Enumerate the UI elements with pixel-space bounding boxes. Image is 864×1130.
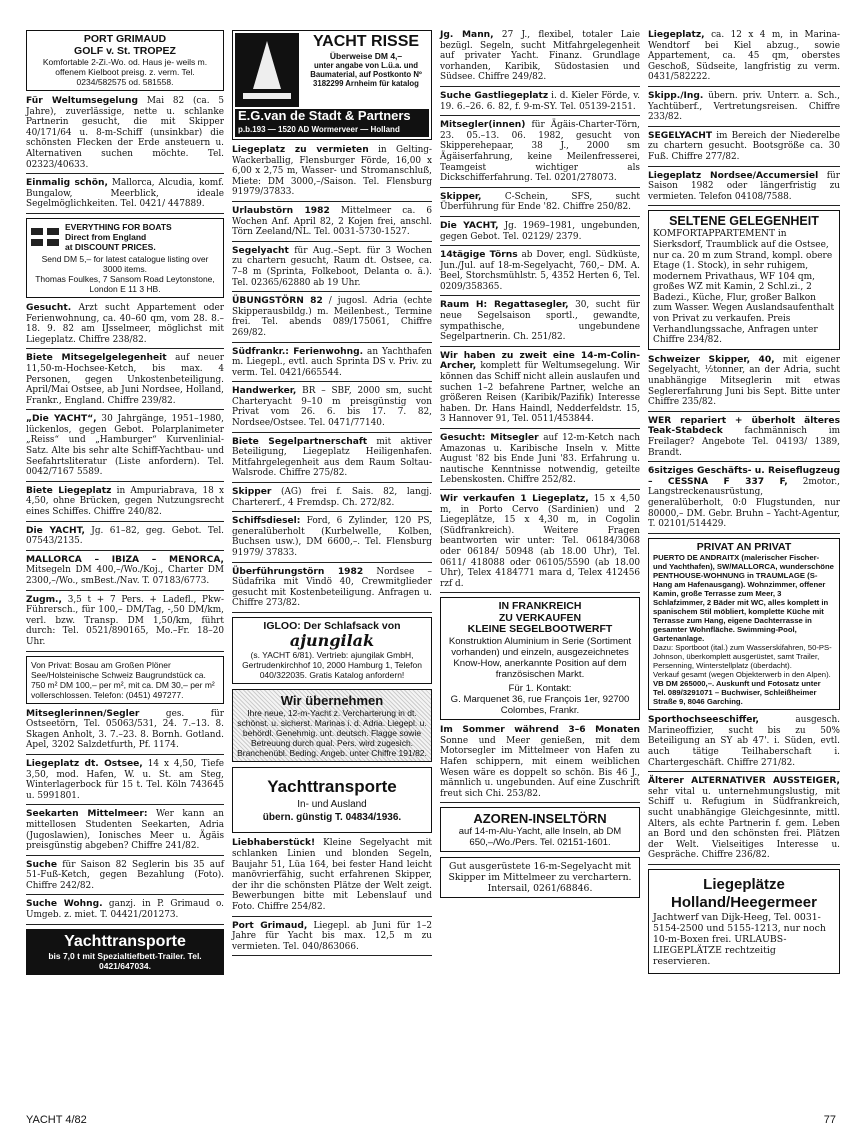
ad-body: Ford, 6 Zylinder, 120 PS, generalüberholt (Kurbelwelle, Kolben, Buchsen usw.), DM 6600,–. Tel. Flensburg 91979/ 37833. — [232, 516, 432, 558]
ad-headline: Liegeplatz Nordsee/Accumersiel — [648, 170, 819, 181]
ad-header — [31, 222, 219, 252]
ad-headline: Wir verkaufen 1 Liegeplatz, — [440, 493, 589, 504]
ad-title: ZU VERKAUFEN — [498, 611, 582, 624]
classified-ad — [232, 386, 432, 432]
ad-headline: Suche Gastliegeplatz — [440, 90, 549, 101]
ad-body: ges. für Ostseetörn, Tel. 05063/531, 24. 7.–13. 8. Skagen Anholt, 3. 7.–23. 8. Bornh. Gotland. Apel, 3202 Salzdetfurth, Pf. 1174. — [26, 708, 224, 751]
ad-headline: Schiffsdiesel: — [232, 516, 301, 527]
ad-body: für Aug.–Sept. für 3 Wochen zu chartern gesucht, Raum dt. Ostsee, ca. 7–8 m (Sprinta, Folkeboot, Delanta o. ä.). Tel. 02365/62880 ab 19 Uhr. — [232, 245, 432, 288]
classified-ad — [232, 206, 432, 242]
ad-body: Überweise DM 4,– — [329, 51, 403, 61]
classified-ad — [232, 487, 432, 512]
ad-body: Sonne und Meer genießen, mit dem Motorsegler im Mittelmeer von Hafen zu Hafen schippern, mit einem weiblichen Wesen wäre es doppelt so schön. Bis 46 J., männlich u. ungebunden. Auf eine Zuschrift freut sich Chi. 253/82. — [440, 735, 640, 799]
ad-headline: Die YACHT, — [26, 525, 85, 536]
classified-ad — [440, 300, 640, 346]
classified-ad — [26, 899, 224, 924]
classified-ad — [232, 437, 432, 483]
ad-headline: Suche Wohng. — [26, 899, 103, 910]
footer-issue: YACHT 4/82 — [26, 1114, 87, 1126]
ad-address: p.b.193 — 1520 AD Wormerveer — Holland — [235, 123, 429, 137]
ad-body: PUERTO DE ANDRAITX (malerischer Fischer- und Yachthafen), SW/MALLORCA, wunderschöne PENTHOUSE-WOHNUNG in TRAUMLAGE (S-Hang am Hafenausgang). Wohnzimmer, offener Kamin, große Terrasse zum Meer, 3 Schlafzimmer, 2 Bäder mit WC, alles komplett in spanischem Stil möbliert, komplette Küche mit Terrasse zum Hang, eigene Dachterrasse in gesamter Wohnfläche. Swimming-Pool, Gartenanlage. — [653, 553, 834, 644]
ad-headline: Älterer ALTERNATIVER AUSSTEIGER, — [648, 776, 840, 787]
classified-ad — [440, 221, 640, 246]
ad-body: Mallorca, Alcudia, komf. Bungalow, Meerblick, ideale Segelmöglichkeiten. Tel. 0421/ 447889. — [26, 178, 224, 210]
classified-ad — [232, 145, 432, 202]
classified-ad — [232, 838, 432, 916]
classified-ad — [232, 347, 432, 383]
ad-subtitle: Direct from England — [65, 231, 147, 242]
display-ad — [26, 30, 224, 91]
ad-headline: Liegeplatz dt. Ostsee, — [26, 758, 143, 769]
ad-body: In- und Ausland — [297, 799, 367, 811]
classified-ad — [26, 353, 224, 410]
ad-body: Konstruktion Aluminium in Serie (Sortiment vorhanden) und einzeln, ausgezeichnetes Know-How, anerkannte Position auf dem französischen Markt. — [448, 635, 632, 681]
ad-body: Mittelmeer ca. 6 Wochen Anf. April 82, 2 Kojen frei, anschl. Törn Zeeland/NL. Tel. 0031-5730-1527. — [232, 205, 432, 238]
display-ad-transport — [26, 929, 224, 975]
ad-body: Verkauf gesamt (wegen Objekterwerb in den Alpen). — [653, 670, 831, 680]
ad-body: bis 7,0 t mit Spezialtiefbett-Trailer. Tel. 0421/647034. — [48, 950, 202, 971]
classified-ad — [26, 595, 224, 652]
ad-body: Kleine Segelyacht mit schlanken Linien und blonden Segeln, Baujahr 51, Lüa 164, bei fester Hand leicht manövrierfähig, sucht erfahrenen Skipper, der ihr die schönsten Plätze der Welt zeigt. Bewerbungen bitte mit Lebenslauf und Foto. Chiffre 254/82. — [232, 838, 432, 913]
classified-ad — [26, 555, 224, 591]
ad-body: auf neuer 11,50-m-Hochsee-Ketch, bis max. 4 Personen, gegen Unkostenbeteiligung. April/Mai Ostsee, ab Juni Nordsee, Holland, Frankr., England. Chiffre 239/82. — [26, 353, 224, 406]
ad-body: unter angabe von L.ü.a. und Baumaterial, auf Postkonto Nº 3182299 Arnheim für katalog — [310, 61, 422, 88]
ad-body: übern. priv. Unterr. a. Sch., Yachtüberf., Vertretungsreisen. Chiffre 233/82. — [648, 90, 840, 123]
ad-body: 30 Jahrgänge, 1951–1980, lückenlos, gegen Gebot. Polarplanimeter „Reiss“ und „Hamburger“ Kurvenlinial-Satz. Alte bis sehr alte Schiff-Yachtbau- und Seefahrtsliteratur (Liste anfordern). Tel. 0042/7167 5589. — [26, 414, 224, 478]
display-ad-shipyard — [440, 597, 640, 720]
classified-ad — [648, 30, 840, 87]
classified-ad — [440, 30, 640, 87]
classified-ad — [26, 178, 224, 214]
ad-headline: Suche — [26, 859, 58, 870]
ad-body: Wer kann an mittellosen Studenten Seekarten, Adria (Jugoslawien), Ionisches Meer u. Ägäis preisgünstig abgeben? Chiffre 241/82. — [26, 809, 224, 852]
classified-ad — [648, 91, 840, 127]
ad-headline: Urlaubstörn 1982 — [232, 205, 330, 216]
display-ad-charter — [232, 689, 432, 762]
ad-headline: Für Weltumsegelung — [26, 96, 138, 106]
ad-body: Jg. 61–82, geg. Gebot. Tel. 07543/2135. — [26, 525, 224, 547]
ad-headline: SEGELYACHT — [648, 130, 713, 141]
ad-body: für Saison 82 Seglerin bis 35 auf 51-Fuß-Ketch, gegen Bezahlung (Foto). Chiffre 242/82. — [26, 859, 224, 891]
ad-title: IGLOO: Der Schlafsack von — [263, 619, 401, 632]
ad-title: PRIVAT AN PRIVAT — [696, 540, 792, 553]
classified-ad — [648, 715, 840, 772]
ad-title: IN FRANKREICH — [498, 600, 582, 613]
classified-ad — [648, 171, 840, 207]
ad-body: mit eigener Segelyacht, ½tonner, an der Adria, sucht unabhängige Mitseglerin mit etwas Seglererfahrung Juni bis Sept. Bitte unter Chiffre 235/82. — [648, 354, 840, 408]
classified-ad — [26, 759, 224, 805]
ad-headline: ÜBUNGSTÖRN 82 — [232, 296, 323, 307]
ad-body: i. d. Kieler Förde, v. 19. 6.–26. 6. 82, f. 9-m-SY. Tel. 05139-2151. — [440, 90, 640, 112]
ad-headline: WER repariert + überholt älteres Teak-Stabdeck — [648, 415, 840, 437]
classified-ad — [26, 809, 224, 855]
ad-headline: Sporthochseeschiffer, — [648, 715, 760, 726]
classified-ad — [232, 921, 432, 957]
ad-body: Liegepl. ab Juni für 1–2 Jahre für Yacht bis max. 12,5 m zu vermieten. Tel. 040/863066. — [232, 920, 433, 952]
classified-ad — [648, 776, 840, 865]
ad-title: Liegeplätze — [703, 875, 785, 893]
ad-body: KOMFORTAPPARTEMENT in Sierksdorf, Traumblick auf die Ostsee, nur ca. 20 m zum Strand, kompl. obere Etage (1. Stock), in sehr ruhigem, modernem Privathaus, WF 104 qm, großes WZ mit Kamin, 2 Schl.zi., 2 Badezi., Küche, Flur, großer Balkon zum Wasser. Wegen Auslandsaufenthalt von Privat zu verkaufen. Preis Verhandlungssache, Anfragen unter Chiffre 234/82. — [653, 229, 835, 346]
classified-ad — [648, 416, 840, 462]
ad-body: / jugosl. Adria (echte Skipperausbildg.) m. Meilenbest., Termine frei. Tel. abends 089/175061, Chiffre 269/82. — [232, 296, 432, 338]
classified-ad — [648, 131, 840, 167]
ad-body: C-Schein, SFS, sucht Überführung für Ende '82. Chiffre 250/82. — [440, 191, 640, 213]
ad-headline: Einmalig schön, — [26, 178, 108, 189]
ad-headline: Skipp./Ing. — [648, 90, 704, 101]
classified-ad — [232, 516, 432, 562]
ad-title: Yachttransporte — [64, 932, 186, 950]
ad-body: auf 12-m-Ketch nach Amazonas u. Karibische Inseln v. Mitte August '82 bis Ende Juni '83. Erfahrung u. nautische Kenntnisse notwendig, geteilte Lebenskosten. Chiffre 252/82. — [440, 433, 640, 486]
ad-body: ausgesch. Marineoffizier, sucht bis zu 50% Beteiligung an SY ab 47'. i. Süden, evtl. auch tätige Teilhaberschaft i. Chartergeschäft. Chiffre 271/82. — [648, 715, 840, 768]
classified-ad — [26, 303, 224, 349]
ad-header-text — [65, 222, 172, 252]
ad-headline: Port Grimaud, — [232, 920, 308, 931]
ad-body: auf 14-m-Alu-Yacht, alle Inseln, ab DM 650,–/Wo./Pers. Tel. 02151-1601. — [458, 826, 622, 849]
ad-title: SELTENE GELEGENHEIT — [669, 214, 819, 229]
ad-headline: Jg. Mann, — [440, 30, 494, 40]
display-ad-appartement — [648, 210, 840, 350]
classified-ad — [440, 494, 640, 593]
ad-title: PORT GRIMAUD — [83, 33, 167, 45]
classified-ad — [440, 351, 640, 429]
classified-ad — [440, 192, 640, 217]
classified-ad — [26, 414, 224, 482]
ad-body: an Yachthafen m. Liegepl., evtl. auch Sprinta DS v. Priv. zu verm. Tel. 0421/665544. — [232, 346, 432, 378]
ad-body: Jg. 1969–1981, ungebunden, gegen Gebot. Tel. 02129/ 2379. — [440, 220, 640, 242]
classified-ad — [26, 709, 224, 755]
ad-headline: Überführungstörn 1982 — [232, 566, 364, 577]
ad-body: (AG) frei f. Sais. 82, langj. Chartererf., 4 Fremdsp. Ch. 272/82. — [232, 487, 432, 508]
ad-headline: Mitseglerinnen/Segler — [26, 708, 140, 719]
classified-ad — [26, 526, 224, 551]
classified-ad — [440, 120, 640, 188]
ad-body: 15 x 4,50 m, in Porto Cervo (Sardinien) und 2 Liegeplätze, 15 x 4,30 m, in Cogolin (Südfrankreich). Weitere Fragen beantworten wir unter: Tel. 06184/3068 oder 06184/ 50948 (ab 18.00 Uhr), Tel. 0611/ 418088 oder 06105/5590 (ab 18.00 Uhr), Telex 4184771 mara d, Telex 412456 rzf d. — [440, 493, 640, 589]
ad-headline: Liegeplatz zu vermieten — [232, 145, 369, 155]
ad-body: Mitsegeln DM 400,–/Wo./Koj., Charter DM 2300,–/Wo., smBest./Nav. T. 07183/6773. — [26, 565, 224, 586]
ad-body: für Saison 1982 oder längerfristig zu vermieten. Telefon 04108/7588. — [648, 170, 840, 202]
display-ad-liegeplaetze — [648, 869, 840, 974]
ad-headline: Südfrankr.: Ferienwohng. — [232, 346, 364, 357]
ad-headline: Raum H: Regattasegler, — [440, 300, 569, 311]
ad-body: ab Dover, engl. Südküste, Jun./Jul. auf 18-m-Segelyacht, 760,– DM. A. Beel, Storchsmühlstr. 5, 4352 Herten 6, Tel. 0209/358365. — [440, 250, 640, 292]
classified-ad — [232, 567, 432, 613]
classified-ad — [26, 486, 224, 522]
ad-headline: Segelyacht — [232, 245, 289, 256]
classified-ad — [648, 466, 840, 534]
ad-subtitle: at DISCOUNT PRICES. — [65, 241, 156, 252]
display-ad: Von Privat: Bosau am Großen Plöner See/Holsteinische Schweiz Baugrundstück ca. 750 m² DM 100,– per m², mit ca. DM 30,– per m² vollerschlossen. Telefon: (0451) 497277. — [26, 656, 224, 704]
ad-body: BR – SBF, 2000 sm, sucht Charteryacht 9–10 m preisgünstig von Privat vom 26. 6. bis 17. 7. 82, Nordsee/Ostsee. Tel. 0471/77140. — [232, 386, 432, 429]
column-4 — [648, 30, 840, 979]
display-ad-azoren — [440, 807, 640, 852]
ad-body: ganzj. in P. Grimaud o. Umgeb. z. miet. T. 04421/201273. — [26, 899, 224, 921]
ad-headline: Die YACHT, — [440, 220, 499, 231]
ad-body: 30, sucht für neue Segelsaison sportl., gewandte, sympathische, ungebundene Segelpartnerin. Ch. 251/82. — [440, 300, 640, 343]
ad-headline: Schweizer Skipper, 40, — [648, 354, 775, 365]
ad-title: AZOREN-INSELTÖRN — [473, 811, 607, 827]
ad-headline: Biete Mitsegelgelegenheit — [26, 353, 167, 364]
ad-headline: Seekarten Mittelmeer: — [26, 809, 148, 820]
ad-headline: 14tägige Törns — [440, 250, 518, 261]
ad-headline: Wir haben zu zweit eine 14-m-Colin-Archer, — [440, 350, 640, 372]
ad-body: im Bereich der Niederelbe zu chartern gesucht. Bootsgröße ca. 30 Fuß. Chiffre 277/82. — [648, 130, 840, 162]
ad-brand: ajungilak — [289, 631, 375, 651]
ad-headline: Biete Liegeplatz — [26, 485, 112, 496]
classified-ad — [440, 250, 640, 296]
ad-headline: MALLORCA – IBIZA – MENORCA, — [26, 554, 224, 565]
ad-headline: Gesucht. — [26, 302, 72, 313]
column-3 — [440, 30, 640, 903]
ad-title: KLEINE SEGELBOOTWERFT — [467, 623, 613, 636]
column-2 — [232, 30, 432, 960]
classified-ad — [440, 91, 640, 116]
ad-headline: 6sitziges Geschäfts- u. Reiseflugzeug – CESSNA F 337 F, — [648, 466, 840, 487]
ad-body: Thomas Foulkes, 7 Sansom Road Leytonstone, London E 11 3 HB. — [35, 273, 215, 294]
ad-body: komplett für Weltumsegelung. Wir können das Schiff nicht allein auslaufen und suchen 1–2 befahrene Partner, welche an größeren Reisen (Karibik/Pazifik) Interesse haben. Dr. Hans Haindl, Nedderfeldstr. 15, 3 Hannover 91, Tel. 0511/453844. — [440, 361, 640, 425]
ad-body: Für 1. Kontakt: — [508, 682, 572, 694]
classified-ad — [232, 246, 432, 292]
ad-headline: Biete Segelpartnerschaft — [232, 436, 368, 447]
ad-headline: Liebhaberstück! — [232, 838, 316, 849]
ad-title: Holland/Heegermeer — [671, 893, 817, 911]
classified-ad — [232, 296, 432, 342]
ad-body: Nordsee – Südafrika mit Vindö 40, Crewmitglieder gesucht mit Kostenbeteiligung. Anfragen u. Chiffre 273/82. — [232, 566, 432, 609]
ad-headline: Im Sommer während 3–6 Monaten — [440, 725, 640, 736]
classified-ad — [648, 355, 840, 412]
ad-body: in Gelting-Wackerballig, Flensburger Förde, 16,00 x 6,00 x 2,75 m, Wasser- und Stromanschluß, Miete: DM 3000,–/Saison. Tel. Flensburg 91979/37833. — [232, 145, 432, 198]
column-1 — [26, 30, 224, 980]
classified-ad — [26, 96, 224, 174]
ad-headline: Skipper — [232, 487, 272, 498]
ad-row — [235, 33, 429, 107]
classified-ad — [440, 725, 640, 803]
ad-body: Dazu: Sportboot (ital.) zum Wasserskifahren, 50-PS-Johnson, überkomplett ausgerüstet, samt Trailer, Persenning, Winterstellplatz (überdacht). — [653, 643, 832, 671]
ad-body: 14 x 4,50, Tiefe 3,50, mod. Hafen, W. u. St. am Steg, Winterlagerbock für 15 t. Tel. Köln 743645 u. 5991801. — [26, 758, 224, 801]
ad-company: E.G.van de Stadt & Partners — [235, 109, 429, 123]
ad-body: ca. 12 x 4 m, in Marina-Wendtorf bei Kiel abzug., sowie Appartement, ca. 45 qm, oberstes Geschoß, Südseite, langfristig zu verm. 0431/582222. — [648, 30, 840, 83]
ad-headline: „Die YACHT“, — [26, 414, 97, 425]
ad-headline: Mitsegler(innen) — [440, 120, 526, 131]
display-ad: Gut ausgerüstete 16-m-Segelyacht mit Skipper im Mittelmeer zu verchartern. Intersail, 0261/68846. — [440, 857, 640, 898]
ad-title: Wir übernehmen — [280, 693, 384, 709]
ad-headline: Handwerker, — [232, 386, 297, 397]
ad-body: sehr vital u. unternehmungslustig, mit Schiff u. Refugium in Südfrankreich, sucht unabhängige Gleichgesinnte, mittl. Alters, als echte Partnerin f. gem. Leben an Bord und den schönsten frei. Plätzen der Welt. Vielseitiges Interesse u. Gespräche. Chiffre 236/82. — [648, 786, 840, 861]
ad-subtitle: GOLF v. St. TROPEZ — [74, 44, 176, 57]
ad-body: 3,5 t + 7 Pers. + Ladefl., Pkw-Führersch., für 100,– DM/Tag, -,50 DM/km, verl. bzw. Transp. DM 1,50/km, führt durch: Tel. 0521/890165, Mo.–Fr. 18–20 Uhr. — [26, 594, 224, 647]
ad-body: mit aktiver Beteiligung, Liegeplatz Heiligenhafen. Mitfahrgelegenheit aus dem Raum Soltau-Walsrode. Chiffre 275/82. — [232, 436, 432, 479]
ad-headline: Skipper, — [440, 191, 482, 202]
ad-title: YACHT RISSE — [312, 33, 420, 50]
ad-body: VB DM 265000,–. Auskunft und Fotosatz unter Tel. 089/3291071 – Buchwiser, Schleißheimer Straße 9, 8046 Garching. — [653, 679, 821, 707]
ad-text — [303, 33, 429, 107]
classified-ad — [26, 860, 224, 896]
ad-body: (s. YACHT 6/81). Vertrieb: ajungilak GmbH, Gertrudenkirchhof 10, 2000 Hamburg 1, Telefon 040/322035. Gratis Katalog anfordern! — [242, 650, 422, 681]
ad-title: Yachttransporte — [267, 777, 397, 797]
display-ad-yacht-risse — [232, 30, 432, 140]
sailboat-icon — [235, 33, 299, 107]
ad-body: Jachtwerf van Dijk-Heeg, Tel. 0031-5154-2500 und 5155-1213, nur noch 10-m-Boxen frei. URLAUBS-LIEGEPLÄTZE rechtzeitig reservieren. — [653, 911, 826, 967]
display-ad-transport — [232, 767, 432, 833]
ad-body: Ihre neue, 12-m-Yacht z. Vercharterung in dt. schönst. u. sicherst. Marinas i. d. Adria. Liegepl. u. behördl. Genehmig. unt. deutsch. Flagge sowie Betreuung durch qual. Pers. wird zugesich. Branchenübl. Beding. Angeb. unter Chiffre 191/82. — [237, 708, 427, 759]
display-ad-igloo — [232, 617, 432, 685]
ad-headline: Liegeplatz, — [648, 30, 705, 40]
page-number: 77 — [823, 1114, 836, 1126]
ad-body: Komfortable 2-Zi.-Wo. od. Haus je- weils m. offenem Kielboot preisg. z. verm. Tel. 0234/582575 od. 581558. — [42, 57, 208, 87]
ad-body: in Ampuriabrava, 18 x 4,50, ohne Brücken, gegen Nutzungsrecht eines Schiffes. Chiffre 240/82. — [26, 485, 224, 518]
ad-body: Arzt sucht Appartement oder Ferienwohnung, ca. 40–60 qm, vom 28. 8.–18. 9. 82 am IJsselmeer, möglichst mit Liegeplatz. Chiffre 238/82. — [26, 302, 224, 345]
classified-ad — [440, 433, 640, 490]
display-ad-boats — [26, 218, 224, 298]
ad-body: fachmännisch im Freilager? Angebote Tel. 04193/ 1389, Brandt. — [648, 426, 840, 458]
ad-headline: Zugm., — [26, 594, 62, 605]
ad-body: G. Marquenet 36, rue François 1er, 92700 Colombes, Frankr. — [450, 693, 630, 717]
union-jack-icon — [31, 228, 59, 246]
ad-body: 27 J., flexibel, totaler Laie bezügl. Segeln, sucht Mitfahrgelegenheit auf privater Yacht. Finanz. Grundlage vorhanden, Karibik, Südostasien und Südsee. Chiffre 249/82. — [440, 30, 640, 83]
ad-body: Mai 82 (ca. 5 Jahre), zuverlässige, nette u. schlanke Partnerin gesucht, die mit Skipper 40/171/64 u. 8-m-Schiff (unsinkbar) die schönsten Flecken der Erde ansteuern u. Alternativen suchen möchte. Tel. 02323/40633. — [26, 96, 224, 170]
ad-title: EVERYTHING FOR BOATS — [65, 221, 172, 232]
ad-body: 2motor., Langstreckenausrüstung, generalüberholt, 0:0 Flugstunden, nur 80000,– DM. Gebr. Bruhn – Yacht-Agentur, T. 02101/514429. — [648, 476, 841, 530]
ad-headline: Gesucht: Mitsegler — [440, 433, 539, 443]
display-ad-mallorca — [648, 538, 840, 711]
ad-body: übern. günstig T. 04834/1936. — [262, 812, 402, 824]
ad-body: Send DM 5,– for latest catalogue listing over 3000 items. — [41, 253, 209, 274]
ad-body: für Ägäis-Charter-Törn, 23. 05.–13. 06. 1982, gesucht von Skipperehepaar, 38 J., 2000 sm Ägäiserfahrung, keine Meilenfresserei, Teamgeist wichtiger als Dickschifferfahrung. Tel. 0201/278073. — [440, 120, 640, 184]
